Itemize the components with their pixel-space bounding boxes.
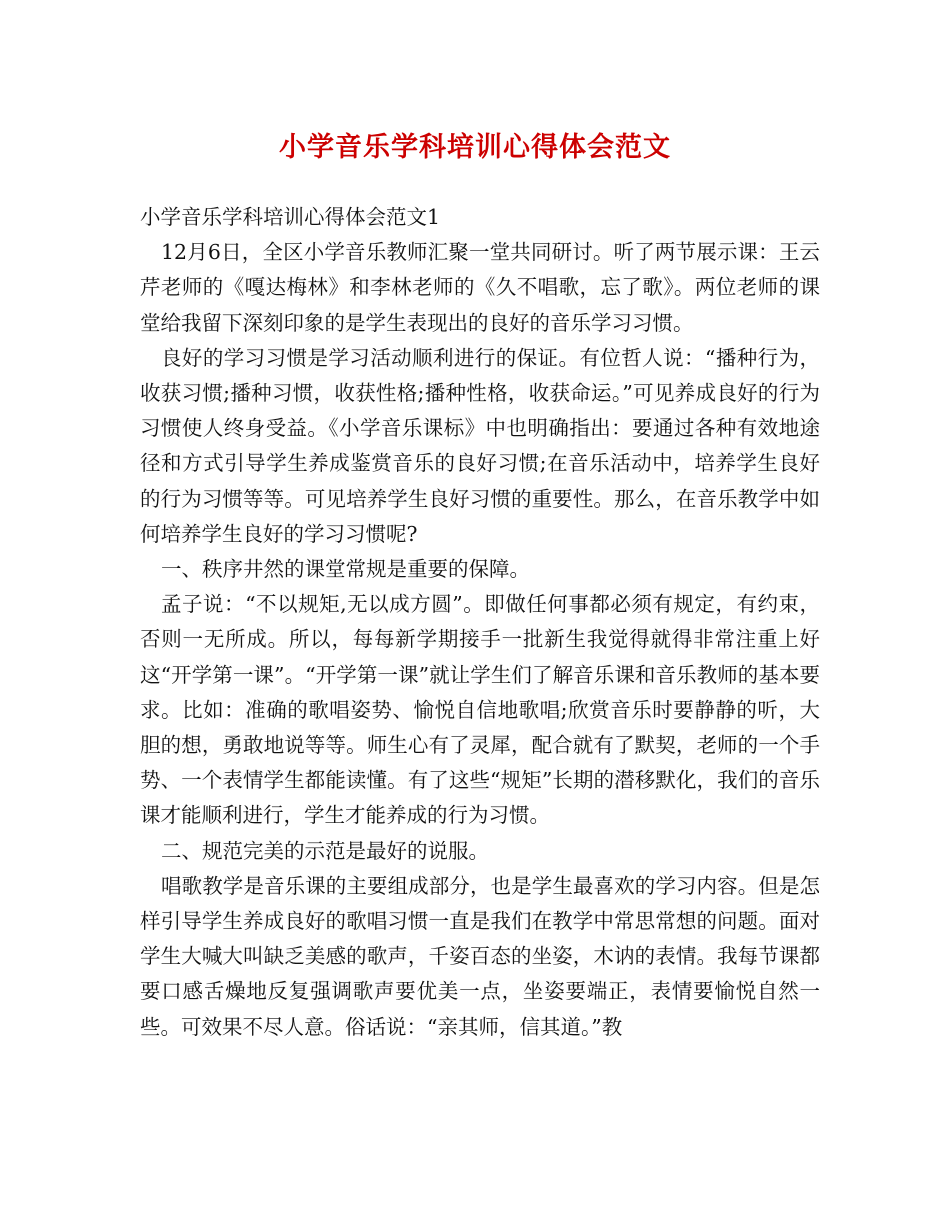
paragraph: 12月6日，全区小学音乐教师汇聚一堂共同研讨。听了两节展示课：王云芹老师的《嘎达梅林》和李林老师的《久不唱歌，忘了歌》。两位老师的课堂给我留下深刻印象的是学生表现出的良好的音乐学习习惯。 — [140, 240, 820, 335]
paragraph: 良好的学习习惯是学习活动顺利进行的保证。有位哲人说：“播种行为，收获习惯;播种习惯，收获性格;播种性格，收获命运。”可见养成良好的行为习惯使人终身受益。《小学音乐课标》中也明确指出：要通过各种有效地途径和方式引导学生养成鉴赏音乐的良好习惯;在音乐活动中，培养学生良好的行为习惯等等。可见培养学生良好习惯的重要性。那么，在音乐教学中如何培养学生良好的学习习惯呢? — [140, 345, 820, 546]
subheading: 二、规范完美的示范是最好的说服。 — [161, 838, 489, 863]
subheading: 一、秩序井然的课堂常规是重要的保障。 — [161, 557, 530, 582]
document-body — [140, 200, 820, 1045]
paragraph: 唱歌教学是音乐课的主要组成部分，也是学生最喜欢的学习内容。但是怎样引导学生养成良好的歌唱习惯一直是我们在教学中常思常想的问题。面对学生大喊大叫缺乏美感的歌声，千姿百态的坐姿，木讷的表情。我每节课都要口感舌燥地反复强调歌声要优美一点，坐姿要端正，表情要愉悦自然一些。可效果不尽人意。俗话说：“亲其师，信其道。”教 — [140, 873, 820, 1039]
document-title: 小学音乐学科培训心得体会范文 — [279, 132, 671, 163]
paragraph: 孟子说：“不以规矩,无以成方圆”。即做任何事都必须有规定，有约束，否则一无所成。所以，每每新学期接手一批新生我觉得就得非常注重上好这“开学第一课”。“开学第一课”就让学生们了解音乐课和音乐教师的基本要求。比如：准确的歌唱姿势、愉悦自信地歌唱;欣赏音乐时要静静的听，大胆的想，勇敢地说等等。师生心有了灵犀，配合就有了默契，老师的一个手势、一个表情学生都能读懂。有了这些“规矩”长期的潜移默化，我们的音乐课才能顺利进行，学生才能养成的行为习惯。 — [140, 592, 820, 828]
section-heading: 小学音乐学科培训心得体会范文1 — [140, 205, 441, 229]
